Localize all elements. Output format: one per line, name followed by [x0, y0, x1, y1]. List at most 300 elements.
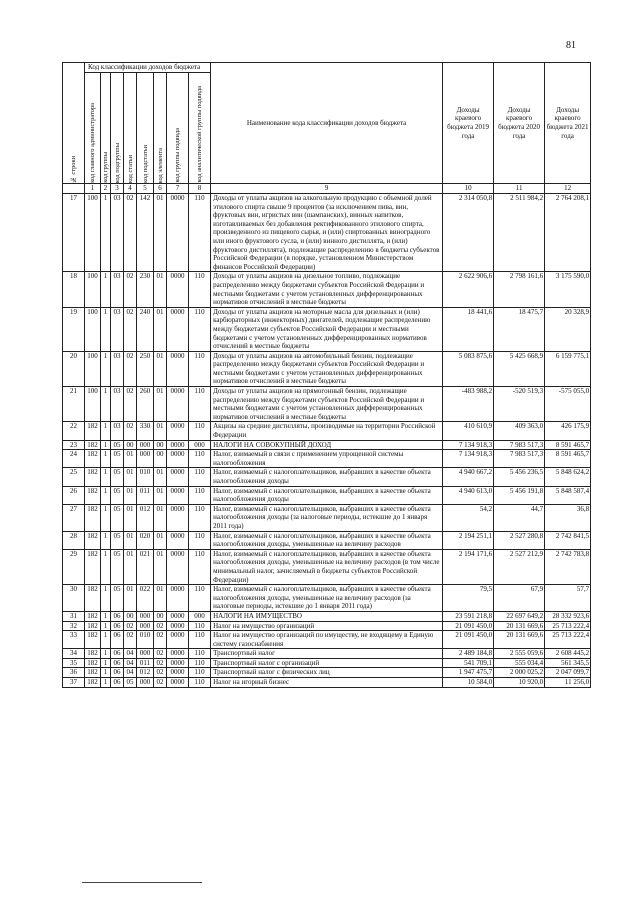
- amount-2019: 541 709,1: [443, 658, 494, 668]
- amount-2021: 2 764 208,1: [545, 194, 591, 272]
- analytic-group-code: 110: [189, 307, 211, 351]
- header-name: Наименование кода классификации доходов бюджета: [211, 63, 443, 184]
- table-row: [63, 504, 591, 531]
- column-number: 2: [101, 184, 111, 194]
- admin-code: 182: [85, 649, 101, 659]
- income-name: НАЛОГИ НА СОВОКУПНЫЙ ДОХОД: [211, 440, 443, 450]
- admin-code: 182: [85, 585, 101, 612]
- amount-2020: 2 000 025,2: [494, 668, 545, 678]
- admin-code: 100: [85, 272, 101, 307]
- group-code: 1: [101, 585, 111, 612]
- amount-2020: 67,9: [494, 585, 545, 612]
- header-2020: Доходы краевого бюджета 2020 года: [494, 63, 545, 184]
- amount-2019: 2 489 184,8: [443, 649, 494, 659]
- admin-code: 182: [85, 668, 101, 678]
- income-name: Налог, взимаемый с налогоплательщиков, выбравших в качестве объекта налогообложения доходы, уменьшенные на величину расходов (в том числе минимальный налог, зачисляемый в бюджеты субъектов Российской Федерации): [211, 549, 443, 584]
- table-row: [63, 649, 591, 659]
- column-number: 10: [443, 184, 494, 194]
- subtype-group-code: 0000: [167, 468, 189, 486]
- income-name: Доходы от уплаты акцизов на дизельное топливо, подлежащие распределению между бюджетами субъектов Российской Федерации и местными бюджетами с учетом установленных дифференцированных нормативов отчислений в местные бюджеты: [211, 272, 443, 307]
- group-code: 1: [101, 440, 111, 450]
- element-code: 01: [154, 504, 167, 531]
- income-name: Налог, взимаемый с налогоплательщиков, выбравших в качестве объекта налогообложения доходы, уменьшенные на величину расходов (за налоговые периоды, истекшие до 1 января 2011 года): [211, 585, 443, 612]
- row-number: 27: [63, 504, 85, 531]
- admin-code: 100: [85, 387, 101, 422]
- subtype-group-code: 0000: [167, 422, 189, 440]
- amount-2019: 18 441,6: [443, 307, 494, 351]
- subtype-group-code: 0000: [167, 440, 189, 450]
- analytic-group-code: 110: [189, 531, 211, 549]
- table-row: [63, 631, 591, 649]
- amount-2020: -520 519,3: [494, 387, 545, 422]
- income-name: Транспортный налог с физических лиц: [211, 668, 443, 678]
- subgroup-code: 05: [111, 440, 124, 450]
- article-code: 01: [124, 531, 137, 549]
- subgroup-code: 05: [111, 450, 124, 468]
- row-number: 34: [63, 649, 85, 659]
- amount-2019: 23 591 218,8: [443, 611, 494, 621]
- amount-2020: 7 983 517,3: [494, 440, 545, 450]
- amount-2019: 410 610,9: [443, 422, 494, 440]
- subarticle-code: 330: [137, 422, 154, 440]
- admin-code: 182: [85, 422, 101, 440]
- amount-2019: 21 091 450,0: [443, 631, 494, 649]
- group-code: 1: [101, 504, 111, 531]
- subtype-group-code: 0000: [167, 486, 189, 504]
- element-code: 01: [154, 422, 167, 440]
- amount-2020: 2 511 984,2: [494, 194, 545, 272]
- article-code: 02: [124, 387, 137, 422]
- amount-2020: 20 131 669,6: [494, 621, 545, 631]
- article-code: 02: [124, 194, 137, 272]
- table-row: [63, 351, 591, 386]
- analytic-group-code: 110: [189, 450, 211, 468]
- row-number: 23: [63, 440, 85, 450]
- subgroup-code: 05: [111, 531, 124, 549]
- admin-code: 182: [85, 658, 101, 668]
- subtype-group-code: 0000: [167, 585, 189, 612]
- admin-code: 182: [85, 504, 101, 531]
- income-name: Налог на игорный бизнес: [211, 678, 443, 688]
- article-code: 02: [124, 631, 137, 649]
- table-row: [63, 450, 591, 468]
- group-code: 1: [101, 621, 111, 631]
- amount-2020: 5 456 236,5: [494, 468, 545, 486]
- row-number: 36: [63, 668, 85, 678]
- subgroup-code: 05: [111, 486, 124, 504]
- admin-code: 182: [85, 678, 101, 688]
- article-code: 01: [124, 468, 137, 486]
- element-code: 01: [154, 272, 167, 307]
- amount-2019: 2 622 906,6: [443, 272, 494, 307]
- amount-2020: 409 363,0: [494, 422, 545, 440]
- amount-2020: 5 456 191,8: [494, 486, 545, 504]
- element-code: 02: [154, 649, 167, 659]
- amount-2020: 18 475,7: [494, 307, 545, 351]
- table-row: [63, 658, 591, 668]
- header-article-code: код статьи: [124, 73, 137, 184]
- table-row: [63, 440, 591, 450]
- header-subtype-group-code: код группы подвида: [167, 73, 189, 184]
- column-number: 7: [167, 184, 189, 194]
- analytic-group-code: 110: [189, 668, 211, 678]
- element-code: 01: [154, 194, 167, 272]
- subarticle-code: 240: [137, 307, 154, 351]
- subgroup-code: 06: [111, 631, 124, 649]
- page-number: 81: [566, 40, 576, 51]
- subarticle-code: 000: [137, 450, 154, 468]
- article-code: 02: [124, 272, 137, 307]
- row-number: 28: [63, 531, 85, 549]
- group-code: 1: [101, 611, 111, 621]
- income-name: Налог, взимаемый с налогоплательщиков, выбравших в качестве объекта налогообложения доходы: [211, 486, 443, 504]
- subarticle-code: 011: [137, 658, 154, 668]
- column-number: 5: [137, 184, 154, 194]
- subarticle-code: 000: [137, 649, 154, 659]
- subarticle-code: 000: [137, 611, 154, 621]
- group-code: 1: [101, 387, 111, 422]
- table-row: [63, 422, 591, 440]
- element-code: 01: [154, 549, 167, 584]
- group-code: 1: [101, 307, 111, 351]
- element-code: 02: [154, 658, 167, 668]
- element-code: 01: [154, 486, 167, 504]
- column-number: 6: [154, 184, 167, 194]
- header-subarticle-code: код подстатьи: [137, 73, 154, 184]
- column-number: 4: [124, 184, 137, 194]
- subgroup-code: 05: [111, 468, 124, 486]
- subgroup-code: 03: [111, 422, 124, 440]
- group-code: 1: [101, 422, 111, 440]
- amount-2020: 2 527 280,8: [494, 531, 545, 549]
- amount-2021: 2 047 099,7: [545, 668, 591, 678]
- amount-2021: 2 608 445,2: [545, 649, 591, 659]
- article-code: 01: [124, 450, 137, 468]
- subtype-group-code: 0000: [167, 272, 189, 307]
- subarticle-code: 260: [137, 387, 154, 422]
- amount-2020: 5 425 668,9: [494, 351, 545, 386]
- group-code: 1: [101, 549, 111, 584]
- subtype-group-code: 0000: [167, 504, 189, 531]
- amount-2021: 2 742 841,5: [545, 531, 591, 549]
- amount-2020: 22 697 649,2: [494, 611, 545, 621]
- analytic-group-code: 110: [189, 504, 211, 531]
- subtype-group-code: 0000: [167, 658, 189, 668]
- row-number: 20: [63, 351, 85, 386]
- group-code: 1: [101, 531, 111, 549]
- element-code: 01: [154, 387, 167, 422]
- table-row: [63, 549, 591, 584]
- article-code: 00: [124, 440, 137, 450]
- amount-2019: 21 091 450,0: [443, 621, 494, 631]
- column-number-row: [63, 184, 591, 194]
- analytic-group-code: 110: [189, 272, 211, 307]
- amount-2021: -575 055,0: [545, 387, 591, 422]
- amount-2021: 25 713 222,4: [545, 631, 591, 649]
- income-name: Транспортный налог: [211, 649, 443, 659]
- amount-2021: 8 591 465,7: [545, 450, 591, 468]
- analytic-group-code: 110: [189, 422, 211, 440]
- table-row: [63, 611, 591, 621]
- subgroup-code: 05: [111, 585, 124, 612]
- amount-2021: 426 175,9: [545, 422, 591, 440]
- amount-2021: 8 591 465,7: [545, 440, 591, 450]
- amount-2019: 7 134 918,3: [443, 440, 494, 450]
- amount-2020: 2 798 161,6: [494, 272, 545, 307]
- amount-2019: 7 134 918,3: [443, 450, 494, 468]
- subgroup-code: 06: [111, 621, 124, 631]
- column-number: 8: [189, 184, 211, 194]
- row-number: 35: [63, 658, 85, 668]
- group-code: 1: [101, 468, 111, 486]
- group-code: 1: [101, 272, 111, 307]
- analytic-group-code: 110: [189, 468, 211, 486]
- admin-code: 100: [85, 194, 101, 272]
- subgroup-code: 03: [111, 194, 124, 272]
- article-code: 04: [124, 658, 137, 668]
- amount-2019: -483 988,2: [443, 387, 494, 422]
- table-row: [63, 307, 591, 351]
- analytic-group-code: 110: [189, 387, 211, 422]
- table-row: [63, 486, 591, 504]
- amount-2021: 561 345,5: [545, 658, 591, 668]
- column-number: 11: [494, 184, 545, 194]
- amount-2020: 44,7: [494, 504, 545, 531]
- amount-2020: 20 131 669,6: [494, 631, 545, 649]
- amount-2021: 20 328,9: [545, 307, 591, 351]
- element-code: 01: [154, 468, 167, 486]
- amount-2019: 5 083 875,6: [443, 351, 494, 386]
- analytic-group-code: 110: [189, 631, 211, 649]
- element-code: 00: [154, 440, 167, 450]
- subarticle-code: 250: [137, 351, 154, 386]
- article-code: 02: [124, 307, 137, 351]
- subarticle-code: 010: [137, 631, 154, 649]
- income-name: Налог, взимаемый с налогоплательщиков, выбравших в качестве объекта налогообложения доходы: [211, 468, 443, 486]
- subgroup-code: 06: [111, 649, 124, 659]
- subtype-group-code: 0000: [167, 649, 189, 659]
- element-code: 01: [154, 585, 167, 612]
- row-number: 33: [63, 631, 85, 649]
- group-code: 1: [101, 668, 111, 678]
- subarticle-code: 020: [137, 531, 154, 549]
- subtype-group-code: 0000: [167, 549, 189, 584]
- admin-code: 182: [85, 450, 101, 468]
- income-name: Налог, взимаемый в связи с применением упрощенной системы налогообложения: [211, 450, 443, 468]
- column-number: 1: [85, 184, 101, 194]
- table-row: [63, 585, 591, 612]
- subtype-group-code: 0000: [167, 450, 189, 468]
- column-number: 3: [111, 184, 124, 194]
- header-subgroup-code: код подгруппы: [111, 73, 124, 184]
- amount-2021: 57,7: [545, 585, 591, 612]
- row-number: 29: [63, 549, 85, 584]
- amount-2020: 10 920,0: [494, 678, 545, 688]
- header-element-code: код элемента: [154, 73, 167, 184]
- row-number: 32: [63, 621, 85, 631]
- group-code: 1: [101, 649, 111, 659]
- article-code: 01: [124, 504, 137, 531]
- amount-2021: 6 159 775,1: [545, 351, 591, 386]
- column-number: 12: [545, 184, 591, 194]
- income-name: Налог, взимаемый с налогоплательщиков, выбравших в качестве объекта налогообложения доходы, уменьшенные на величину расходов: [211, 531, 443, 549]
- row-number: 24: [63, 450, 85, 468]
- group-code: 1: [101, 450, 111, 468]
- article-code: 00: [124, 611, 137, 621]
- table-row: [63, 668, 591, 678]
- subarticle-code: 142: [137, 194, 154, 272]
- subarticle-code: 022: [137, 585, 154, 612]
- analytic-group-code: 110: [189, 649, 211, 659]
- group-code: 1: [101, 631, 111, 649]
- amount-2019: 4 940 667,2: [443, 468, 494, 486]
- income-name: Доходы от уплаты акцизов на прямогонный бензин, подлежащие распределению между бюджетами субъектов Российской Федерации и местными бюджетами с учетом установленных дифференцированных нормативов отчислений в местные бюджеты: [211, 387, 443, 422]
- row-number: 37: [63, 678, 85, 688]
- row-number: 18: [63, 272, 85, 307]
- article-code: 02: [124, 621, 137, 631]
- row-number: 21: [63, 387, 85, 422]
- amount-2019: 1 947 475,7: [443, 668, 494, 678]
- analytic-group-code: 110: [189, 351, 211, 386]
- income-name: Налог на имущество организаций: [211, 621, 443, 631]
- admin-code: 182: [85, 468, 101, 486]
- subgroup-code: 06: [111, 658, 124, 668]
- amount-2020: 7 983 517,3: [494, 450, 545, 468]
- amount-2020: 2 527 212,9: [494, 549, 545, 584]
- amount-2020: 2 555 059,6: [494, 649, 545, 659]
- amount-2021: 2 742 783,8: [545, 549, 591, 584]
- amount-2021: 28 332 923,6: [545, 611, 591, 621]
- subgroup-code: 06: [111, 678, 124, 688]
- element-code: 00: [154, 611, 167, 621]
- income-name: Доходы от уплаты акцизов на автомобильный бензин, подлежащие распределению между бюджетами субъектов Российской Федерации и местными бюджетами с учетом установленных дифференцированных нормативов отчислений в местные бюджеты: [211, 351, 443, 386]
- amount-2021: 36,8: [545, 504, 591, 531]
- admin-code: 182: [85, 621, 101, 631]
- element-code: 01: [154, 307, 167, 351]
- analytic-group-code: 000: [189, 440, 211, 450]
- table-row: [63, 531, 591, 549]
- element-code: 00: [154, 450, 167, 468]
- amount-2019: 54,2: [443, 504, 494, 531]
- subarticle-code: 010: [137, 468, 154, 486]
- subarticle-code: 012: [137, 668, 154, 678]
- subarticle-code: 000: [137, 678, 154, 688]
- group-code: 1: [101, 658, 111, 668]
- subtype-group-code: 0000: [167, 631, 189, 649]
- subgroup-code: 06: [111, 611, 124, 621]
- table-row: [63, 468, 591, 486]
- row-number: 25: [63, 468, 85, 486]
- amount-2021: 5 848 624,2: [545, 468, 591, 486]
- subarticle-code: 021: [137, 549, 154, 584]
- header-2019: Доходы краевого бюджета 2019 года: [443, 63, 494, 184]
- amount-2021: 3 175 590,0: [545, 272, 591, 307]
- header-classification-group: Код классификации доходов бюджета: [85, 63, 211, 73]
- analytic-group-code: 110: [189, 658, 211, 668]
- article-code: 01: [124, 585, 137, 612]
- income-name: Доходы от уплаты акцизов на моторные масла для дизельных и (или) карбюраторных (инжекторных) двигателей, подлежащие распределению между бюджетами субъектов Российской Федерации и местными бюджетами с учетом установленных дифференцированных нормативов отчислений в местные бюджеты: [211, 307, 443, 351]
- group-code: 1: [101, 194, 111, 272]
- subtype-group-code: 0000: [167, 611, 189, 621]
- amount-2021: 25 713 222,4: [545, 621, 591, 631]
- subgroup-code: 03: [111, 387, 124, 422]
- subgroup-code: 05: [111, 549, 124, 584]
- column-number-blank: [63, 184, 85, 194]
- budget-revenue-table: [62, 62, 591, 688]
- amount-2021: 5 848 587,4: [545, 486, 591, 504]
- article-code: 01: [124, 486, 137, 504]
- subarticle-code: 012: [137, 504, 154, 531]
- analytic-group-code: 110: [189, 549, 211, 584]
- article-code: 01: [124, 549, 137, 584]
- admin-code: 182: [85, 611, 101, 621]
- analytic-group-code: 000: [189, 611, 211, 621]
- column-number: 9: [211, 184, 443, 194]
- article-code: 04: [124, 649, 137, 659]
- row-number: 26: [63, 486, 85, 504]
- subarticle-code: 011: [137, 486, 154, 504]
- subtype-group-code: 0000: [167, 351, 189, 386]
- header-analytic-group-code: код аналитической группы подвида: [189, 73, 211, 184]
- analytic-group-code: 110: [189, 486, 211, 504]
- group-code: 1: [101, 486, 111, 504]
- amount-2021: 11 256,0: [545, 678, 591, 688]
- analytic-group-code: 110: [189, 194, 211, 272]
- amount-2019: 2 314 050,8: [443, 194, 494, 272]
- income-name: Акцизы на средние дистилляты, производимые на территории Российской Федерации: [211, 422, 443, 440]
- subarticle-code: 000: [137, 440, 154, 450]
- admin-code: 100: [85, 351, 101, 386]
- article-code: 02: [124, 351, 137, 386]
- header-group-code: код группы: [101, 73, 111, 184]
- row-number: 30: [63, 585, 85, 612]
- row-number: 31: [63, 611, 85, 621]
- income-name: НАЛОГИ НА ИМУЩЕСТВО: [211, 611, 443, 621]
- subgroup-code: 03: [111, 272, 124, 307]
- subgroup-code: 06: [111, 668, 124, 678]
- subarticle-code: 000: [137, 621, 154, 631]
- footer-rule: [82, 882, 202, 883]
- amount-2020: 555 034,4: [494, 658, 545, 668]
- analytic-group-code: 110: [189, 585, 211, 612]
- subgroup-code: 03: [111, 351, 124, 386]
- amount-2019: 2 194 251,1: [443, 531, 494, 549]
- subtype-group-code: 0000: [167, 387, 189, 422]
- admin-code: 182: [85, 440, 101, 450]
- subarticle-code: 230: [137, 272, 154, 307]
- element-code: 01: [154, 351, 167, 386]
- amount-2019: 79,5: [443, 585, 494, 612]
- element-code: 02: [154, 631, 167, 649]
- income-name: Налог, взимаемый с налогоплательщиков, выбравших в качестве объекта налогообложения доходы (за налоговые периоды, истекшие до 1 января 2011 года): [211, 504, 443, 531]
- analytic-group-code: 110: [189, 621, 211, 631]
- element-code: 02: [154, 621, 167, 631]
- group-code: 1: [101, 678, 111, 688]
- admin-code: 182: [85, 549, 101, 584]
- table-row: [63, 194, 591, 272]
- analytic-group-code: 110: [189, 678, 211, 688]
- income-name: Доходы от уплаты акцизов на алкогольную продукцию с объемной долей этилового спирта свыше 9 процентов (за исключением пива, вин, фруктовых вин, игристых вин (шампанских), винных напитков, изготавливаемых без добавления ректификованного этилового спирта, произведенного из пищевого сырья, и (или) спиртованных виноградного или иного фруктового сусла, и (или) винного дистиллята, и (или) фруктового дистиллята), подлежащие распределению в бюджеты субъектов Российской Федерации (в порядке, установленном Министерством финансов Российской Федерации): [211, 194, 443, 272]
- admin-code: 100: [85, 307, 101, 351]
- subtype-group-code: 0000: [167, 678, 189, 688]
- article-code: 02: [124, 422, 137, 440]
- table-row: [63, 678, 591, 688]
- subtype-group-code: 0000: [167, 621, 189, 631]
- subgroup-code: 05: [111, 504, 124, 531]
- admin-code: 182: [85, 531, 101, 549]
- row-number: 19: [63, 307, 85, 351]
- article-code: 05: [124, 678, 137, 688]
